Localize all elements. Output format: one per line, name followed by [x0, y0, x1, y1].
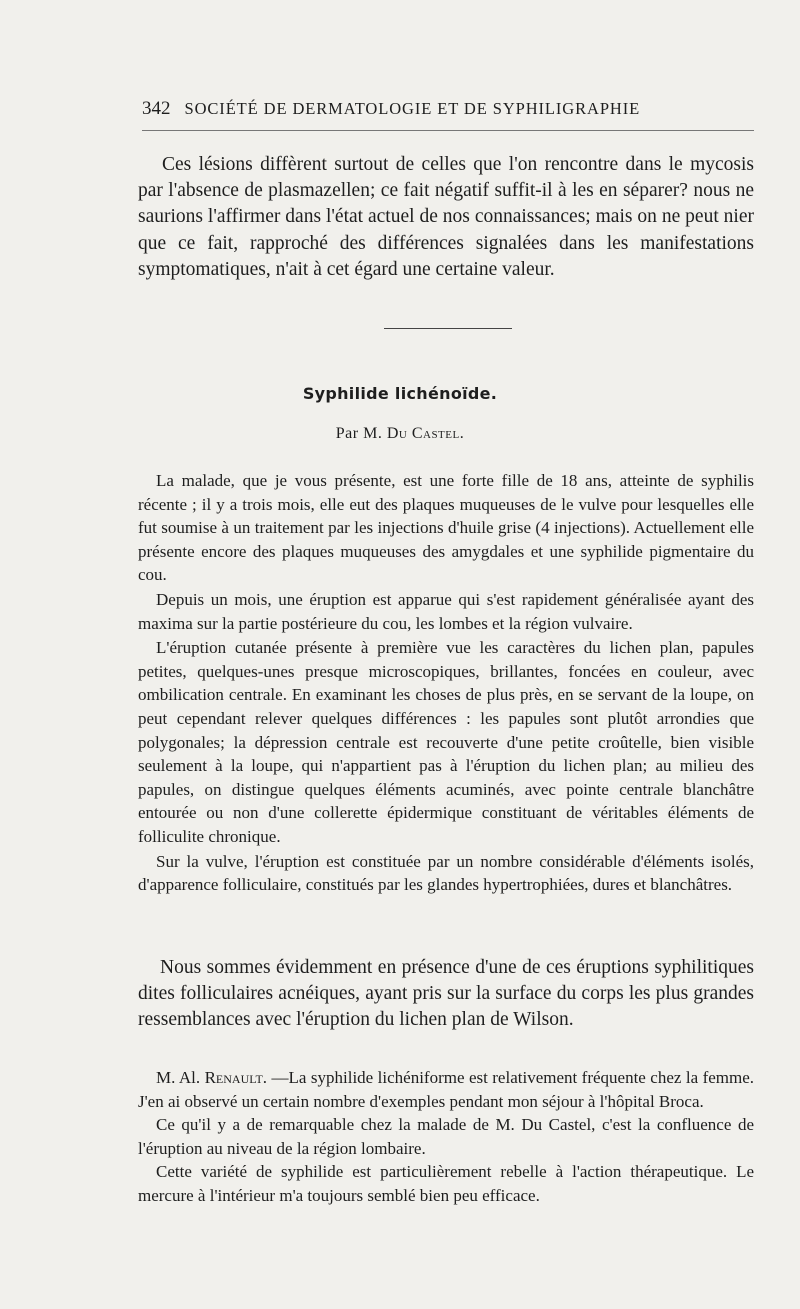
speaker-prefix: M. Al. — [156, 1068, 201, 1087]
intro-paragraph: Ces lésions diffèrent surtout de celles que l'on rencontre dans le mycosis par l'absence de plasmazellen; ce fait négatif suffit-il à les en séparer? nous ne saurions l'affirmer dans l'état actuel de nos connaissances; mais on ne peut nier que ce fait, rapproché des différences signalées dans les manifestations symptomatiques, n'ait à cet égard une certaine valeur. — [138, 154, 754, 280]
case-report — [138, 469, 754, 897]
case-paragraph: Sur la vulve, l'éruption est constituée par un nombre considérable d'éléments isolés, d'apparence folliculaire, constitués par les glandes hypertrophiées, dures et blanchâtres. — [138, 851, 754, 895]
speaker-name: Renault. — [204, 1068, 268, 1087]
section-divider — [384, 328, 512, 329]
discussion-block — [138, 1066, 754, 1208]
discussion-paragraph-3: Cette variété de syphilide est particulièrement rebelle à l'action thérapeutique. Le mercure à l'intérieur m'a toujours semblé bien peu efficace. — [138, 1162, 754, 1205]
byline-prefix: Par M. — [335, 425, 383, 442]
intro-block — [138, 152, 754, 283]
section-title: Syphilide lichénoïde. — [302, 384, 498, 403]
header-rule — [142, 130, 754, 131]
case-paragraph: L'éruption cutanée présente à première vue les caractères du lichen plan, papules petites, quelques-unes presque microscopiques, brillantes, foncées en couleur, avec ombilication centrale. En examinant les choses de plus près, en se servant de la loupe, on peut cependant relever quelques différences : les papules sont plutôt arrondies que polygonales; la dépression centrale est recouverte d'une petite croûtelle, bien visible seulement à la loupe, qui n'appartient pas à l'éruption du lichen plan; au milieu des papules, on distingue quelques éléments acuminés, avec pointe centrale blanchâtre entourée ou non d'une collerette épidermique constituant de véritables éléments de folliculite chronique. — [138, 638, 754, 846]
byline-author: Du Castel. — [386, 425, 465, 442]
discussion-text: —La syphilide lichéniforme est relativement fréquente chez la femme. J'en ai observé un certain nombre d'exemples pendant mon séjour à l'hôpital Broca. — [138, 1068, 755, 1111]
case-paragraph: Depuis un mois, une éruption est apparue qui s'est rapidement généralisée ayant des maxima sur la partie postérieure du cou, les lombes et la région vulvaire. — [138, 589, 754, 633]
discussion-paragraph-1 — [138, 1066, 754, 1113]
conclusion-paragraph: Nous sommes évidemment en présence d'une de ces éruptions syphilitiques dites folliculaires acnéiques, ayant pris sur la surface du corps les plus grandes ressemblances avec l'éruption du lichen plan de Wilson. — [138, 957, 754, 1030]
case-paragraph: La malade, que je vous présente, est une forte fille de 18 ans, atteinte de syphilis récente ; il y a trois mois, elle eut des plaques muqueuses de le vulve pour lesquelles elle fut soumise à un traitement par les injections d'huile grise (4 injections). Actuellement elle présente encore des plaques muqueuses des amygdales et une syphilide pigmentaire du cou. — [138, 471, 754, 585]
running-header — [142, 98, 762, 120]
running-title: SOCIÉTÉ DE DERMATOLOGIE ET DE SYPHILIGRAPHIE — [184, 99, 641, 118]
section-byline — [0, 425, 800, 443]
discussion-paragraph-2: Ce qu'il y a de remarquable chez la malade de M. Du Castel, c'est la confluence de l'éruption au niveau de la région lombaire. — [138, 1115, 754, 1158]
conclusion-block — [138, 955, 754, 1033]
page-number: 342 — [142, 98, 171, 119]
